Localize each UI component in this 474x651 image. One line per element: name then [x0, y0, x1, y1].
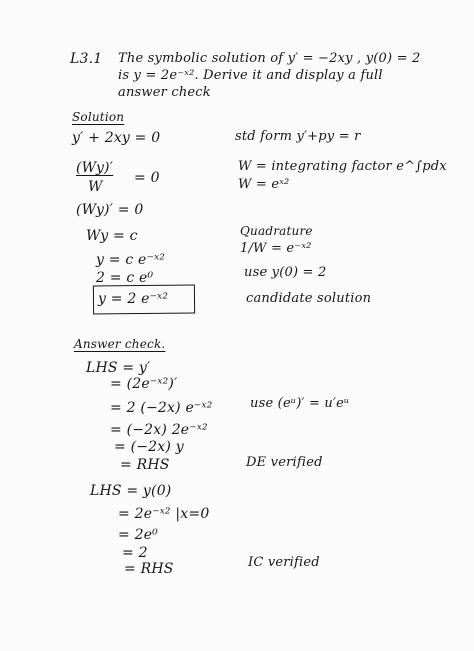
problem-number: L3.1: [70, 51, 103, 67]
note-integrating-factor: W = integrating factor e^∫pdx: [238, 159, 447, 174]
problem-line-3: answer check: [118, 85, 211, 100]
note-reciprocal-w: 1/W = e⁻ˣ²: [240, 241, 312, 256]
solution-step-5: y = c e⁻ˣ²: [96, 252, 166, 268]
de-check-step-1: LHS = y′: [86, 360, 151, 376]
solution-step-3: (Wy)′ = 0: [76, 202, 144, 218]
ic-check-step-3: = 2e⁰: [118, 527, 158, 543]
de-check-step-4: = (−2x) 2e⁻ˣ²: [110, 422, 208, 438]
ic-check-step-1: LHS = y(0): [90, 483, 172, 499]
ic-check-step-5: = RHS: [124, 561, 174, 577]
solution-heading: Solution: [72, 110, 125, 124]
note-use-ic: use y(0) = 2: [244, 265, 327, 280]
solution-step-4: Wy = c: [86, 228, 138, 244]
ic-check-step-2: = 2e⁻ˣ² |x=0: [118, 506, 210, 522]
solution-step-7: y = 2 e⁻ˣ²: [98, 291, 169, 307]
de-check-step-3: = 2 (−2x) e⁻ˣ²: [110, 400, 213, 416]
de-check-step-6: = RHS: [120, 457, 170, 473]
note-std-form: std form y′+py = r: [235, 129, 361, 144]
ic-check-step-4: = 2: [122, 545, 148, 561]
problem-line-1: The symbolic solution of y′ = −2xy , y(0) = 2: [118, 51, 421, 66]
solution-step-2-numerator: (Wy)′: [76, 160, 114, 176]
ic-verified-note: IC verified: [248, 555, 320, 570]
de-check-step-2: = (2e⁻ˣ²)′: [110, 376, 178, 392]
solution-step-1: y′ + 2xy = 0: [72, 130, 161, 146]
note-w-value: W = eˣ²: [238, 177, 290, 192]
note-quadrature: Quadrature: [240, 224, 313, 238]
note-exp-derivative-rule: use (eᵘ)′ = u′eᵘ: [250, 396, 350, 411]
de-verified-note: DE verified: [246, 455, 323, 470]
answer-check-heading: Answer check.: [74, 337, 166, 351]
de-check-step-5: = (−2x) y: [114, 439, 184, 455]
solution-step-2-denominator: W: [88, 179, 103, 195]
problem-line-2: is y = 2e⁻ˣ². Derive it and display a full: [118, 68, 383, 83]
solution-step-2-equals: = 0: [134, 170, 160, 186]
solution-step-6: 2 = c e⁰: [96, 270, 154, 286]
note-candidate-solution: candidate solution: [246, 291, 372, 306]
